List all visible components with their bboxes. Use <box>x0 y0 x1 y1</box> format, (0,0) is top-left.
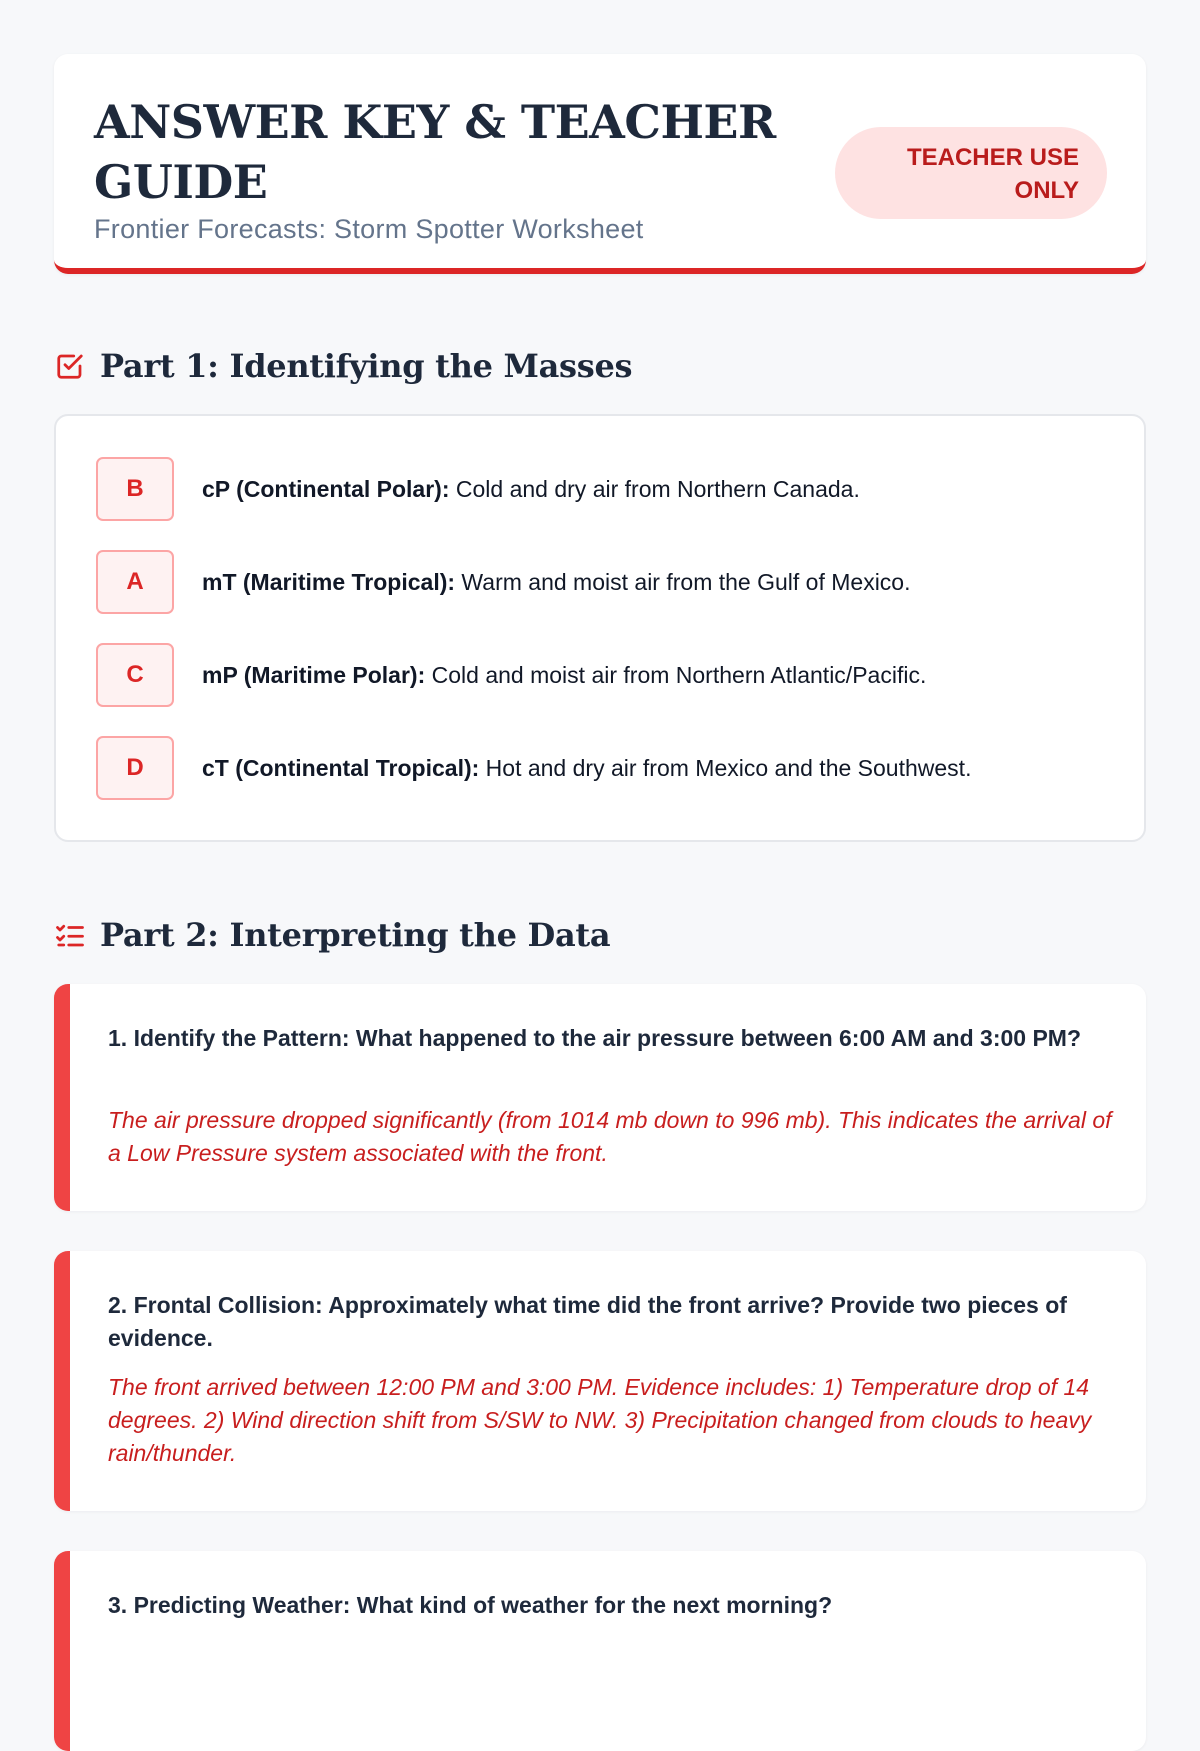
part1-heading <box>54 344 632 388</box>
list-item <box>96 456 860 522</box>
question-text: 1. Identify the Pattern: What happened to the air pressure between 6:00 AM and 3:00 PM? <box>108 1025 1081 1051</box>
mass-description <box>202 755 971 782</box>
mass-term: mT (Maritime Tropical): <box>202 568 456 595</box>
question-card <box>54 1251 1146 1511</box>
part2-title: Part 2: Interpreting the Data <box>100 916 611 954</box>
checkbox-icon <box>54 350 86 382</box>
part1-title: Part 1: Identifying the Masses <box>100 347 633 385</box>
mass-term: mP (Maritime Polar): <box>202 661 426 688</box>
mass-detail: Cold and dry air from Northern Canada. <box>449 475 860 502</box>
mass-description <box>202 569 911 596</box>
answer-letter: B <box>96 457 174 521</box>
part2-heading <box>54 913 610 957</box>
question-card <box>54 984 1146 1211</box>
mass-description <box>202 476 860 503</box>
mass-detail: Cold and moist air from Northern Atlantic/Pacific. <box>425 661 927 688</box>
header-card <box>54 54 1146 274</box>
mass-detail: Warm and moist air from the Gulf of Mexico. <box>455 568 911 595</box>
checklist-icon <box>54 919 86 951</box>
answer-letter: A <box>96 550 174 614</box>
question-text: 3. Predicting Weather: What kind of weather for the next morning? <box>108 1592 833 1618</box>
mass-term: cT (Continental Tropical): <box>202 754 480 781</box>
answer-text: The air pressure dropped significantly (from 1014 mb down to 996 mb). This indicates the arrival of a Low Pressure system associated with the front. <box>108 1107 1112 1166</box>
mass-detail: Hot and dry air from Mexico and the Southwest. <box>479 754 972 781</box>
page-subtitle: Frontier Forecasts: Storm Spotter Worksheet <box>94 214 644 244</box>
air-masses-card <box>54 414 1146 842</box>
question-text: 2. Frontal Collision: Approximately what time did the front arrive? Provide two pieces of evidence. <box>108 1292 1067 1351</box>
list-item <box>96 735 971 801</box>
mass-description <box>202 662 926 689</box>
question-card <box>54 1551 1146 1751</box>
list-item <box>96 642 926 708</box>
page-title: ANSWER KEY & TEACHER GUIDE <box>94 95 776 209</box>
answer-text: The front arrived between 12:00 PM and 3:00 PM. Evidence includes: 1) Temperature drop of 14 degrees. 2) Wind direction shift from S/SW to NW. 3) Precipitation changed from clouds to heavy rain/thunder. <box>108 1374 1092 1466</box>
list-item <box>96 549 911 615</box>
mass-term: cP (Continental Polar): <box>202 475 450 502</box>
answer-letter: C <box>96 643 174 707</box>
answer-letter: D <box>96 736 174 800</box>
teacher-use-badge: TEACHER USE ONLY <box>835 127 1107 219</box>
